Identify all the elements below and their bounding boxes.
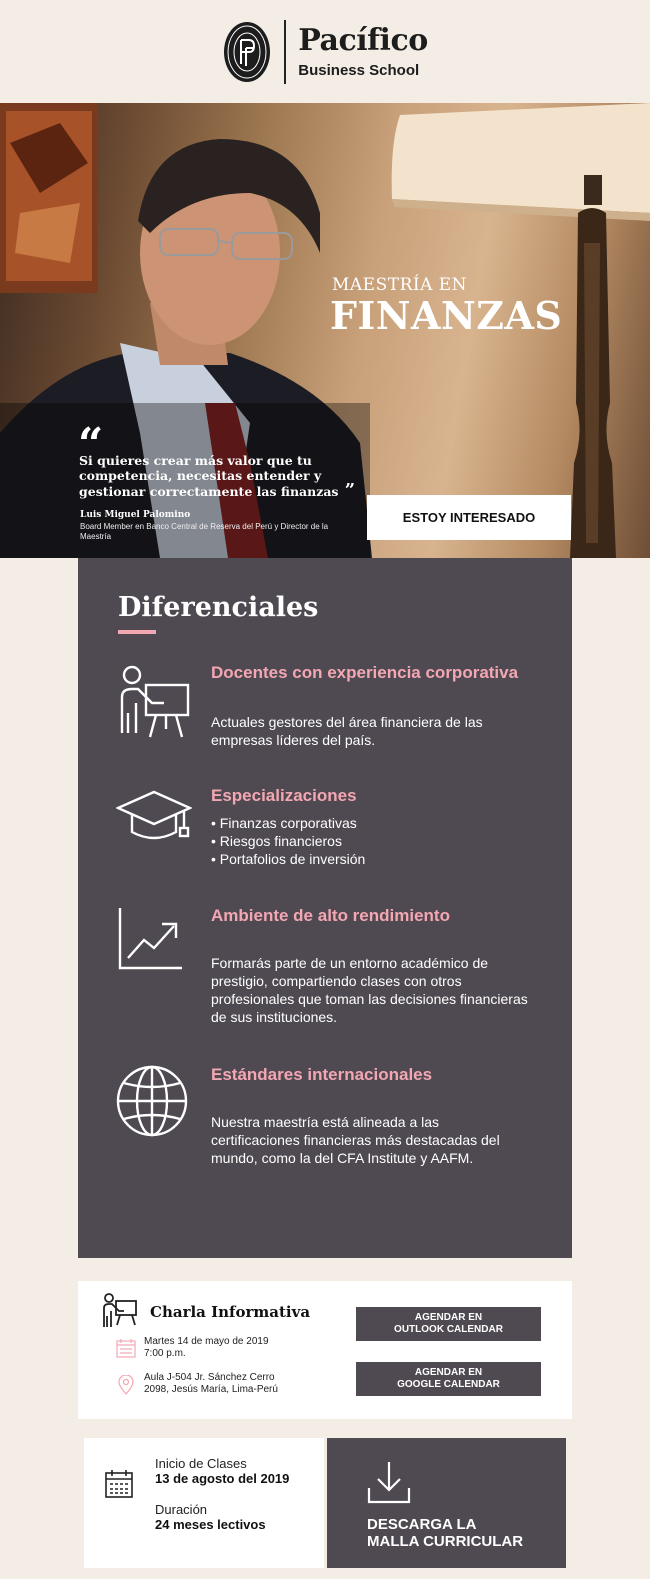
outlook-calendar-button[interactable] [356,1307,541,1341]
interested-button[interactable]: ESTOY INTERESADO [367,495,571,540]
hero-title: FINANZAS [330,293,563,338]
brand-name: Pacífico [298,23,428,58]
google-calendar-button[interactable] [356,1362,541,1396]
university-seal-icon [222,20,272,84]
calendar-icon [104,1469,134,1499]
presenter-icon [116,663,192,743]
presenter-icon [102,1293,138,1329]
feature-title: Especializaciones [211,786,357,805]
feature-title: Ambiente de alto rendimiento [211,906,450,925]
specializations-list [211,814,531,868]
hero-kicker: MAESTRÍA EN [332,275,468,295]
download-curriculum-button[interactable] [327,1438,566,1568]
diferenciales-section [78,558,572,1258]
start-date-label: Inicio de Clases [155,1456,247,1471]
list-item: • Riesgos financieros [211,832,531,850]
quote-author: Luis Miguel Palomino [80,510,191,520]
button-label: AGENDAR EN [414,1312,483,1323]
quote-open-icon: “ [78,419,104,470]
list-item: • Portafolios de inversión [211,850,531,868]
button-label: AGENDAR EN [414,1367,483,1378]
feature-title: Estándares internacionales [211,1065,433,1084]
feature-description: Actuales gestores del área financiera de las empresas líderes del país. [211,714,483,748]
brand-divider [284,20,286,84]
brand-logo[interactable] [298,24,427,79]
download-label [367,1516,557,1550]
section-title: Diferenciales [118,592,319,623]
header [0,0,650,103]
session-address-line1: Aula J-504 Jr. Sánchez Cerro [144,1372,275,1383]
calendar-icon [116,1338,136,1358]
feature-title: Docentes con experiencia corporativa [211,663,519,682]
feature-description: Nuestra maestría está alineada a las certificaciones financieras más destacadas del mundo, como la del CFA Institute y AAFM. [211,1114,500,1166]
hero-banner [0,103,650,558]
button-label: OUTLOOK CALENDAR [394,1324,503,1335]
quote-close-icon: ” [338,480,356,501]
button-label: GOOGLE CALENDAR [397,1379,500,1390]
globe-icon [116,1065,192,1145]
info-session-title: Charla Informativa [150,1303,311,1321]
class-dates-card [84,1438,324,1568]
download-label-line1: DESCARGA LA [367,1516,477,1533]
session-address-line2: 2098, Jesús María, Lima-Perú [144,1384,278,1395]
growth-chart-icon [116,906,192,986]
quote-author-role: Board Member en Banco Central de Reserva del Perú y Director de la Maestría [80,522,329,541]
hero-quote: Si quieres crear más valor que tu competencia, necesitas entender y gestionar correctamente las finanzas ” [79,453,356,501]
session-date: Martes 14 de mayo de 2019 [144,1336,269,1347]
session-time: 7:00 p.m. [144,1348,186,1359]
graduation-cap-icon [116,786,192,866]
info-session-card [78,1281,572,1419]
brand-subtitle: Business School [298,62,420,79]
start-date-value: 13 de agosto del 2019 [155,1471,290,1486]
location-pin-icon [116,1375,136,1395]
title-underline [118,630,156,634]
duration-label: Duración [155,1502,208,1517]
download-label-line2: MALLA CURRICULAR [367,1533,524,1550]
feature-description: Formarás parte de un entorno académico de prestigio, compartiendo clases con otros profesionales que toman las decisiones financieras de sus instituciones. [211,955,528,1025]
list-item: • Finanzas corporativas [211,814,531,832]
duration-value: 24 meses lectivos [155,1517,266,1532]
download-icon [366,1460,412,1506]
